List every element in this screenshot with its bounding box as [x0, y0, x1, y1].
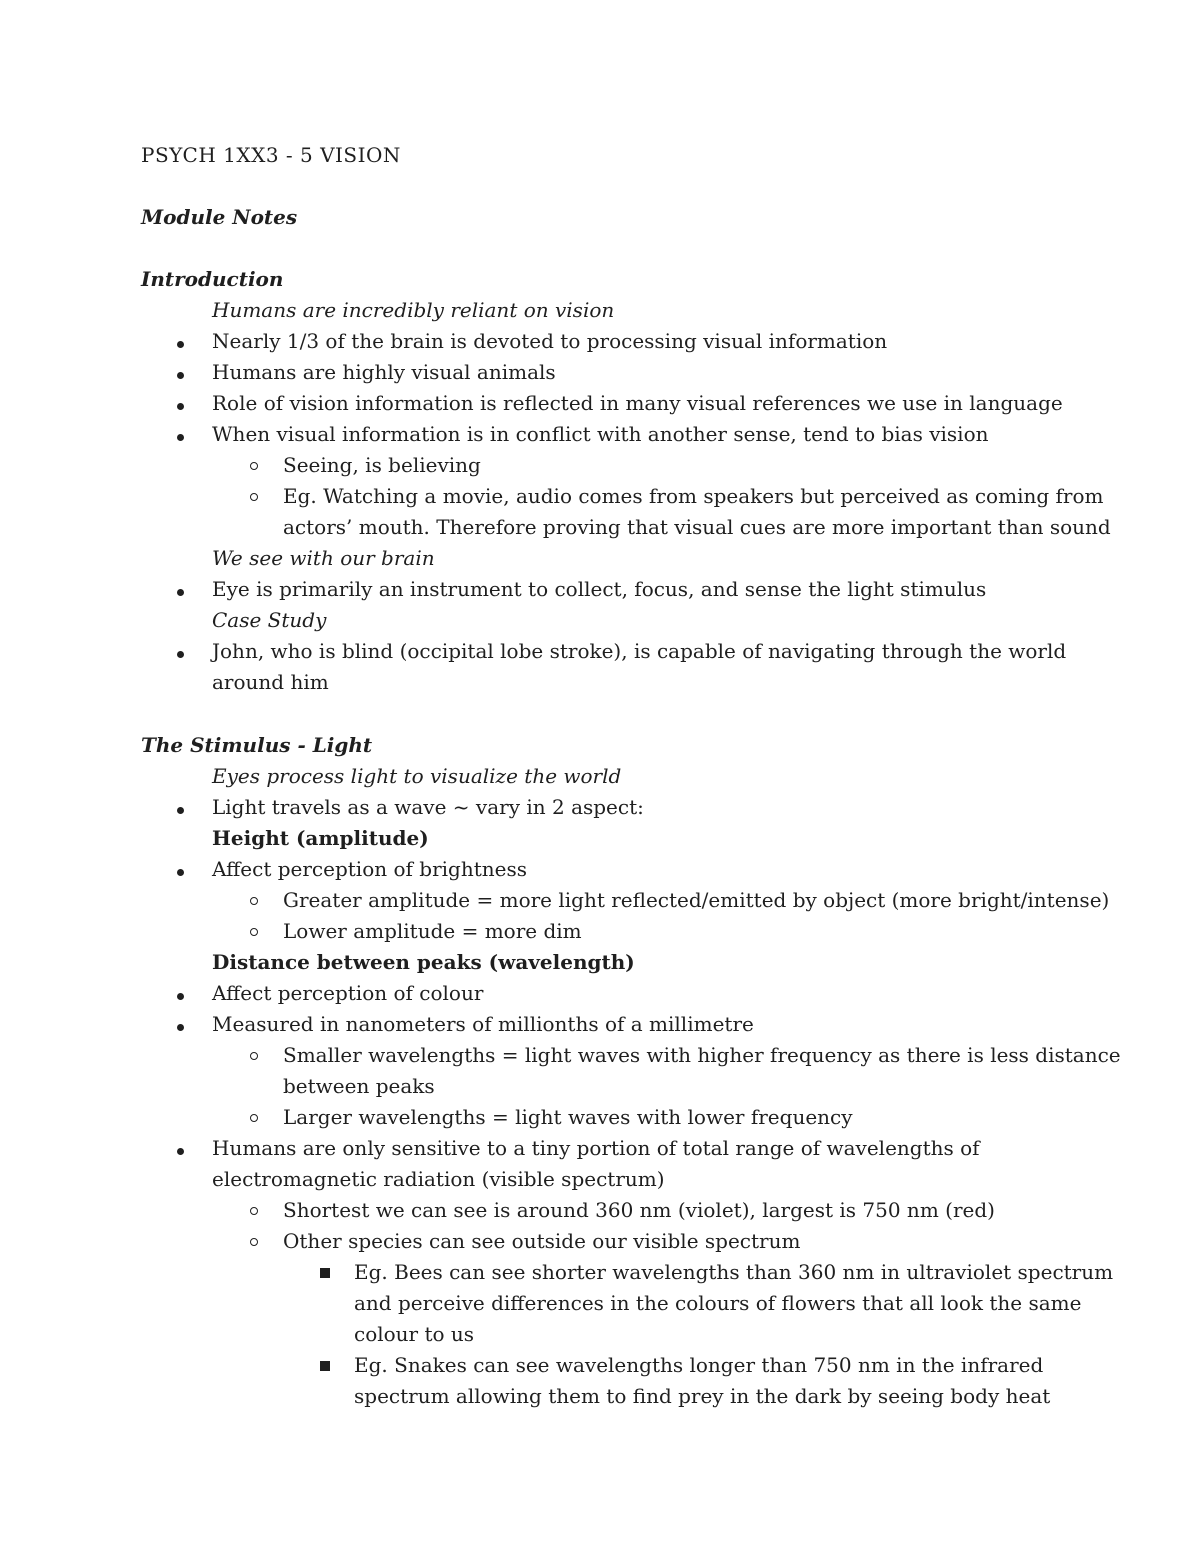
bullet-disc: [177, 993, 184, 1000]
list-item: Light travels as a wave ~ vary in 2 aspect:: [212, 795, 644, 819]
list-item: Seeing, is believing: [283, 453, 481, 477]
list-item: Lower amplitude = more dim: [283, 919, 582, 943]
list-item: Eg. Watching a movie, audio comes from speakers but perceived as coming from: [283, 484, 1104, 508]
distance-label: Distance between peaks (wavelength): [212, 950, 635, 974]
list-item: Measured in nanometers of millionths of a millimetre: [212, 1012, 754, 1036]
bullet-circle: [250, 1114, 258, 1122]
bullet-disc: [177, 651, 184, 658]
bullet-circle: [250, 1052, 258, 1060]
list-item: Shortest we can see is around 360 nm (violet), largest is 750 nm (red): [283, 1198, 995, 1222]
bullet-circle: [250, 493, 258, 501]
list-item: Larger wavelengths = light waves with lower frequency: [283, 1105, 853, 1129]
list-item: Nearly 1/3 of the brain is devoted to processing visual information: [212, 329, 888, 353]
bullet-disc: [177, 807, 184, 814]
list-item: Humans are highly visual animals: [212, 360, 556, 384]
list-item: John, who is blind (occipital lobe stroke), is capable of navigating through the world: [212, 639, 1067, 663]
list-item: Humans are only sensitive to a tiny portion of total range of wavelengths of: [212, 1136, 980, 1160]
height-label: Height (amplitude): [212, 826, 429, 850]
bullet-disc: [177, 589, 184, 596]
introduction-heading: Introduction: [141, 267, 284, 291]
bullet-disc: [177, 1024, 184, 1031]
list-item: When visual information is in conflict with another sense, tend to bias vision: [212, 422, 989, 446]
stimulus-subheading: Eyes process light to visualize the world: [212, 764, 622, 788]
bullet-circle: [250, 1207, 258, 1215]
bullet-disc: [177, 372, 184, 379]
bullet-disc: [177, 434, 184, 441]
document-title: PSYCH 1XX3 - 5 VISION: [141, 143, 401, 167]
list-item: Affect perception of colour: [212, 981, 484, 1005]
bullet-square: [320, 1268, 330, 1278]
list-item-continuation: and perceive differences in the colours of flowers that all look the same: [354, 1291, 1082, 1315]
list-item-continuation: electromagnetic radiation (visible spectrum): [212, 1167, 665, 1191]
list-item: Smaller wavelengths = light waves with higher frequency as there is less distance: [283, 1043, 1121, 1067]
list-item: Other species can see outside our visible spectrum: [283, 1229, 801, 1253]
intro-subheading: Case Study: [212, 608, 327, 632]
list-item: Eye is primarily an instrument to collect, focus, and sense the light stimulus: [212, 577, 987, 601]
bullet-circle: [250, 928, 258, 936]
module-notes-heading: Module Notes: [141, 205, 298, 229]
bullet-square: [320, 1361, 330, 1371]
list-item: Eg. Bees can see shorter wavelengths than 360 nm in ultraviolet spectrum: [354, 1260, 1114, 1284]
bullet-disc: [177, 869, 184, 876]
bullet-circle: [250, 897, 258, 905]
list-item: Role of vision information is reflected in many visual references we use in language: [212, 391, 1063, 415]
bullet-disc: [177, 403, 184, 410]
list-item: Affect perception of brightness: [212, 857, 528, 881]
bullet-disc: [177, 341, 184, 348]
stimulus-heading: The Stimulus - Light: [141, 733, 373, 757]
list-item-continuation: around him: [212, 670, 329, 694]
list-item-continuation: colour to us: [354, 1322, 475, 1346]
list-item: Greater amplitude = more light reflected/emitted by object (more bright/intense): [283, 888, 1110, 912]
intro-subheading: Humans are incredibly reliant on vision: [212, 298, 615, 322]
bullet-disc: [177, 1148, 184, 1155]
bullet-circle: [250, 462, 258, 470]
list-item-continuation: actors’ mouth. Therefore proving that visual cues are more important than sound: [283, 515, 1111, 539]
list-item-continuation: spectrum allowing them to find prey in the dark by seeing body heat: [354, 1384, 1051, 1408]
intro-subheading: We see with our brain: [212, 546, 435, 570]
list-item-continuation: between peaks: [283, 1074, 435, 1098]
list-item: Eg. Snakes can see wavelengths longer than 750 nm in the infrared: [354, 1353, 1044, 1377]
bullet-circle: [250, 1238, 258, 1246]
